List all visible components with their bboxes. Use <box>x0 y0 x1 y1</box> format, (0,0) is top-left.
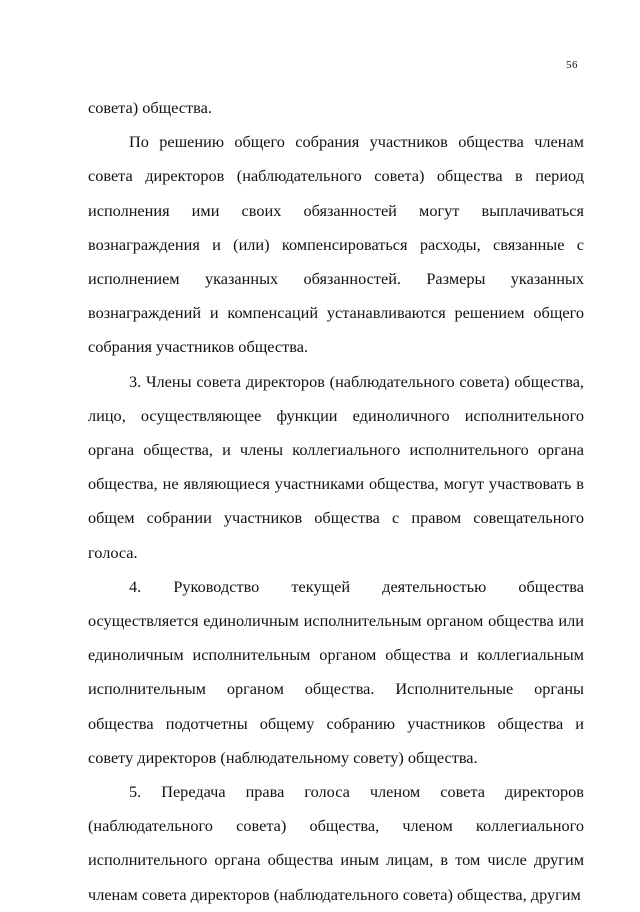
page-text-body <box>88 91 584 912</box>
paragraph-clause-3: 3. Члены совета директоров (наблюдательного совета) общества, лицо, осуществляющее функции единоличного исполнительного органа общества, и члены коллегиального исполнительного органа общества, не являющиеся участниками общества, могут участвовать в общем собрании участников общества с правом совещательного голоса. <box>88 371 584 562</box>
page-number: 56 <box>566 59 578 71</box>
paragraph-clause-5: 5. Передача права голоса членом совета директоров (наблюдательного совета) общества, членом коллегиального исполнительного органа общества иным лицам, в том числе другим членам совета директоров (наблюдательного совета) общества, другим <box>88 782 584 904</box>
paragraph-remuneration: По решению общего собрания участников общества членам совета директоров (наблюдательного совета) общества в период исполнения ими своих обязанностей могут выплачиваться вознаграждения и (или) компенсироваться расходы, связанные с исполнением указанных обязанностей. Размеры указанных вознаграждений и компенсаций устанавливаются решением общего собрания участников общества. <box>88 132 584 357</box>
paragraph-clause-4: 4. Руководство текущей деятельностью общества осуществляется единоличным исполнительным органом общества или единоличным исполнительным органом общества и коллегиальным исполнительным органом общества. Исполнительные органы общества подотчетны общему собранию участников общества и совету директоров (наблюдательному совету) общества. <box>88 576 584 767</box>
paragraph-continuation: совета) общества. <box>88 98 212 117</box>
